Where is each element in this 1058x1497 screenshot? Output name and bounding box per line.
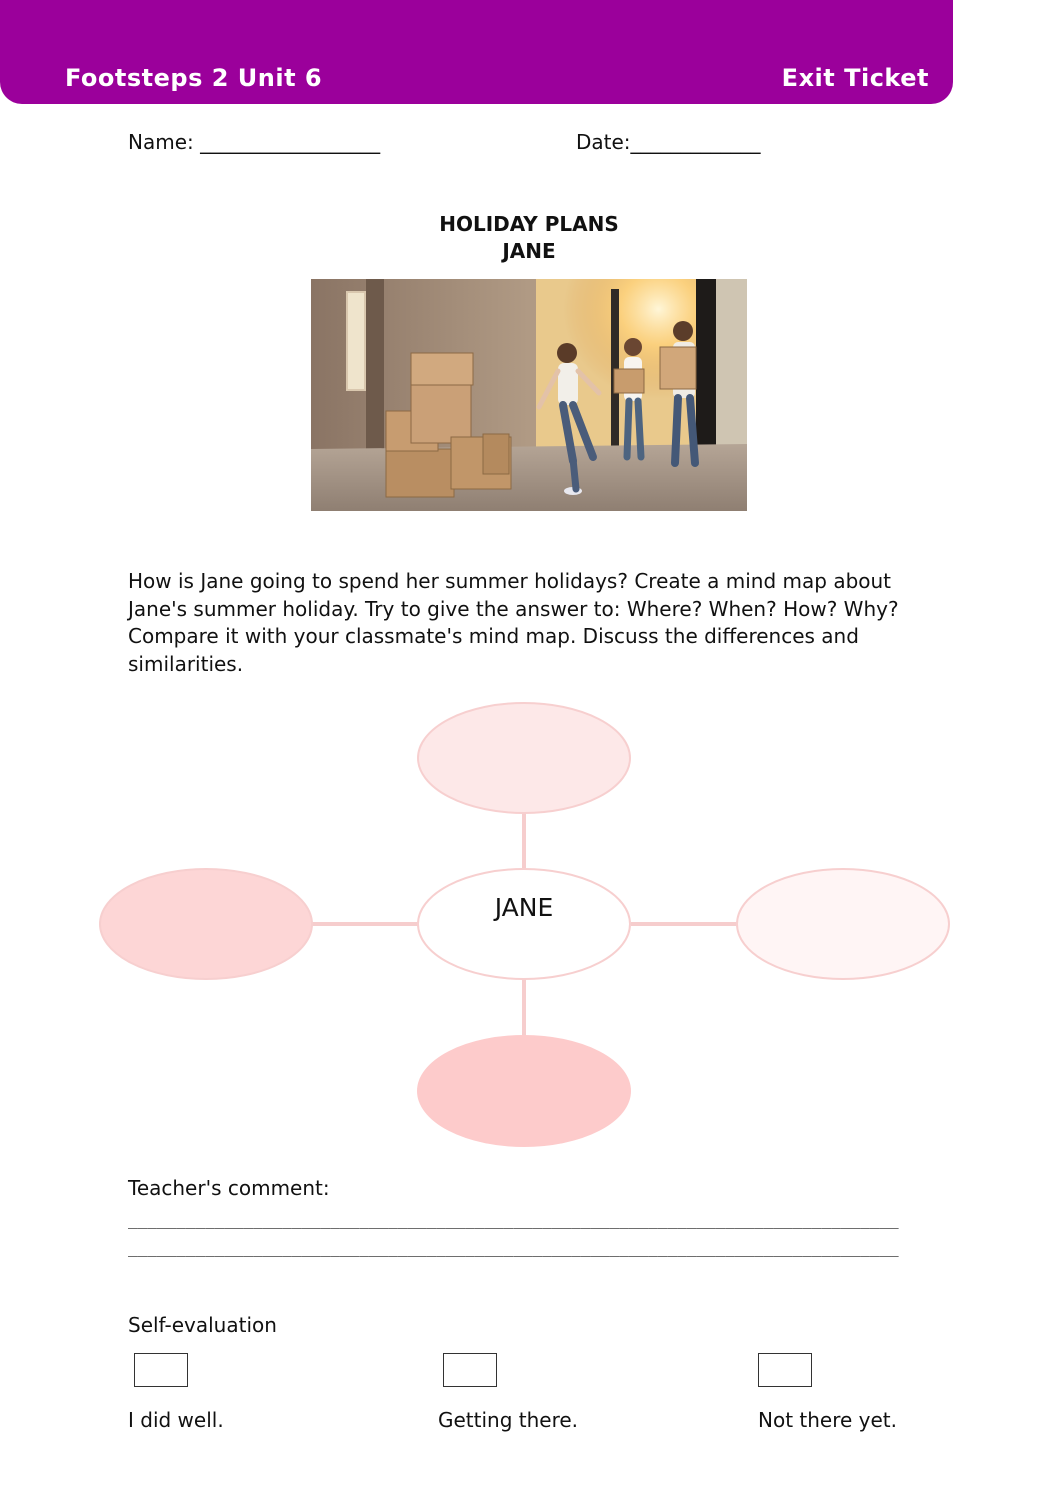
option-not-there-yet-label: Not there yet. xyxy=(758,1408,898,1432)
option-getting-there-label: Getting there. xyxy=(438,1408,579,1432)
teacher-comment-label: Teacher's comment: xyxy=(128,1176,330,1200)
mindmap-node-left[interactable] xyxy=(100,869,312,979)
mindmap-node-right[interactable] xyxy=(737,869,949,979)
mindmap-node-center[interactable] xyxy=(418,869,630,979)
checkbox-not-there-yet[interactable] xyxy=(758,1353,812,1387)
exit-ticket-title: Exit Ticket xyxy=(781,64,929,92)
mindmap-center-label: JANE xyxy=(494,893,554,922)
page-title: HOLIDAY PLANS xyxy=(439,212,619,236)
unit-title: Footsteps 2 Unit 6 xyxy=(65,64,323,92)
family-moving-house-photo xyxy=(311,279,747,511)
header-bar xyxy=(0,0,953,104)
page-subtitle: JANE xyxy=(502,239,556,263)
mindmap-node-bottom[interactable] xyxy=(418,1036,630,1146)
name-field[interactable]: Name: __________________ xyxy=(128,130,381,154)
option-did-well-label: I did well. xyxy=(128,1408,224,1432)
self-evaluation-label: Self-evaluation xyxy=(128,1313,277,1337)
mindmap-node-top[interactable] xyxy=(418,703,630,813)
instructions-text: How is Jane going to spend her summer holidays? Create a mind map about Jane's summer holiday. Try to give the answer to: Where? When? How? Why? Compare it with your classmate's mind map. Discuss the differences and similarities. xyxy=(128,569,899,676)
mind-map xyxy=(0,690,1058,1160)
checkbox-getting-there[interactable] xyxy=(443,1353,497,1387)
date-field[interactable]: Date:_____________ xyxy=(576,130,761,154)
comment-line-2[interactable]: ________________________________________________________________________________ xyxy=(128,1238,899,1257)
checkbox-did-well[interactable] xyxy=(134,1353,188,1387)
comment-line-1[interactable]: ________________________________________________________________________________ xyxy=(128,1210,899,1229)
